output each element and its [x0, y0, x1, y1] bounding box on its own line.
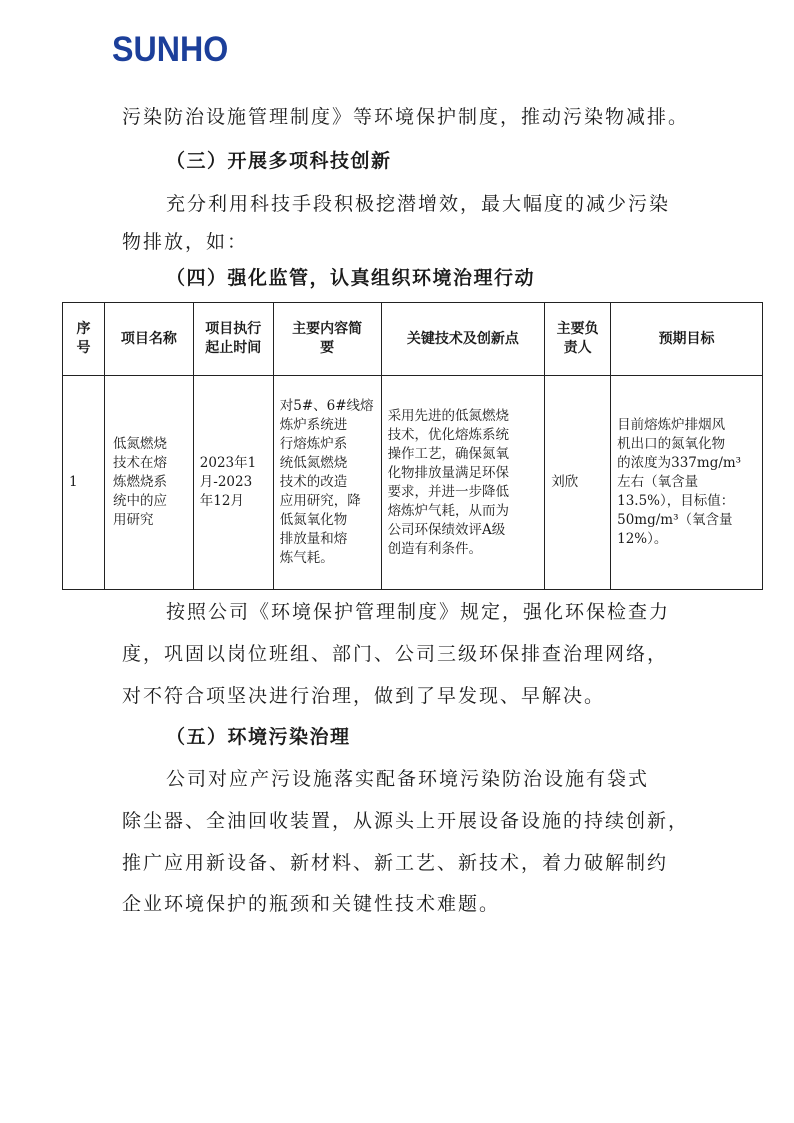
sunho-logo: SUNHO	[112, 30, 229, 69]
section5-line-4: 企业环境保护的瓶颈和关键性技术难题。	[122, 893, 501, 915]
header-owner: 主要负 责人	[545, 303, 611, 376]
cell-no: 1	[63, 376, 105, 590]
table-row	[63, 376, 763, 590]
project-table	[62, 302, 763, 590]
header-goal: 预期目标	[611, 303, 763, 376]
section5-line-2: 除尘器、全油回收装置，从源头上开展设备设施的持续创新，	[122, 810, 690, 832]
intro-line: 污染防治设施管理制度》等环境保护制度，推动污染物减排。	[122, 106, 690, 128]
section5-line-3: 推广应用新设备、新材料、新工艺、新技术，着力破解制约	[122, 852, 669, 874]
header-no: 序 号	[63, 303, 105, 376]
cell-tech: 采用先进的低氮燃烧 技术，优化熔炼系统 操作工艺，确保氮氧 化物排放量满足环保 要求，并进一步降低 熔炼炉气耗，从而为 公司环保绩效评A级 创造有利条件。	[381, 376, 545, 590]
section5-line-1: 公司对应产污设施落实配备环境污染防治设施有袋式	[166, 768, 650, 790]
header-name: 项目名称	[104, 303, 193, 376]
cell-period: 2023年1 月-2023 年12月	[193, 376, 273, 590]
cell-content: 对5#、6#线熔 炼炉系统进 行熔炼炉系 统低氮燃烧 技术的改造 应用研究，降 低氮氧化物 排放量和熔 炼气耗。	[273, 376, 381, 590]
cell-owner: 刘欣	[545, 376, 611, 590]
section3-line-1: 充分利用科技手段积极挖潜增效，最大幅度的减少污染	[166, 193, 671, 215]
cell-goal: 目前熔炼炉排烟风 机出口的氮氧化物 的浓度为337mg/m³ 左右（氧含量 13.5%），目标值： 50mg/m³（氧含量 12%）。	[611, 376, 763, 590]
table-header-row	[63, 303, 763, 376]
section3-line-2: 物排放，如：	[122, 231, 249, 253]
section4-line-3: 对不符合项坚决进行治理，做到了早发现、早解决。	[122, 685, 606, 707]
section4-heading: （四）强化监管，认真组织环境治理行动	[166, 267, 536, 289]
section5-heading: （五）环境污染治理	[166, 726, 351, 748]
header-tech: 关键技术及创新点	[381, 303, 545, 376]
section4-line-1: 按照公司《环境保护管理制度》规定，强化环保检查力	[166, 601, 671, 623]
header-content: 主要内容简 要	[273, 303, 381, 376]
header-period: 项目执行 起止时间	[193, 303, 273, 376]
cell-name: 低氮燃烧 技术在熔 炼燃烧系 统中的应 用研究	[104, 376, 193, 590]
section4-line-2: 度，巩固以岗位班组、部门、公司三级环保排查治理网络，	[122, 643, 669, 665]
section3-heading: （三）开展多项科技创新	[166, 150, 392, 172]
